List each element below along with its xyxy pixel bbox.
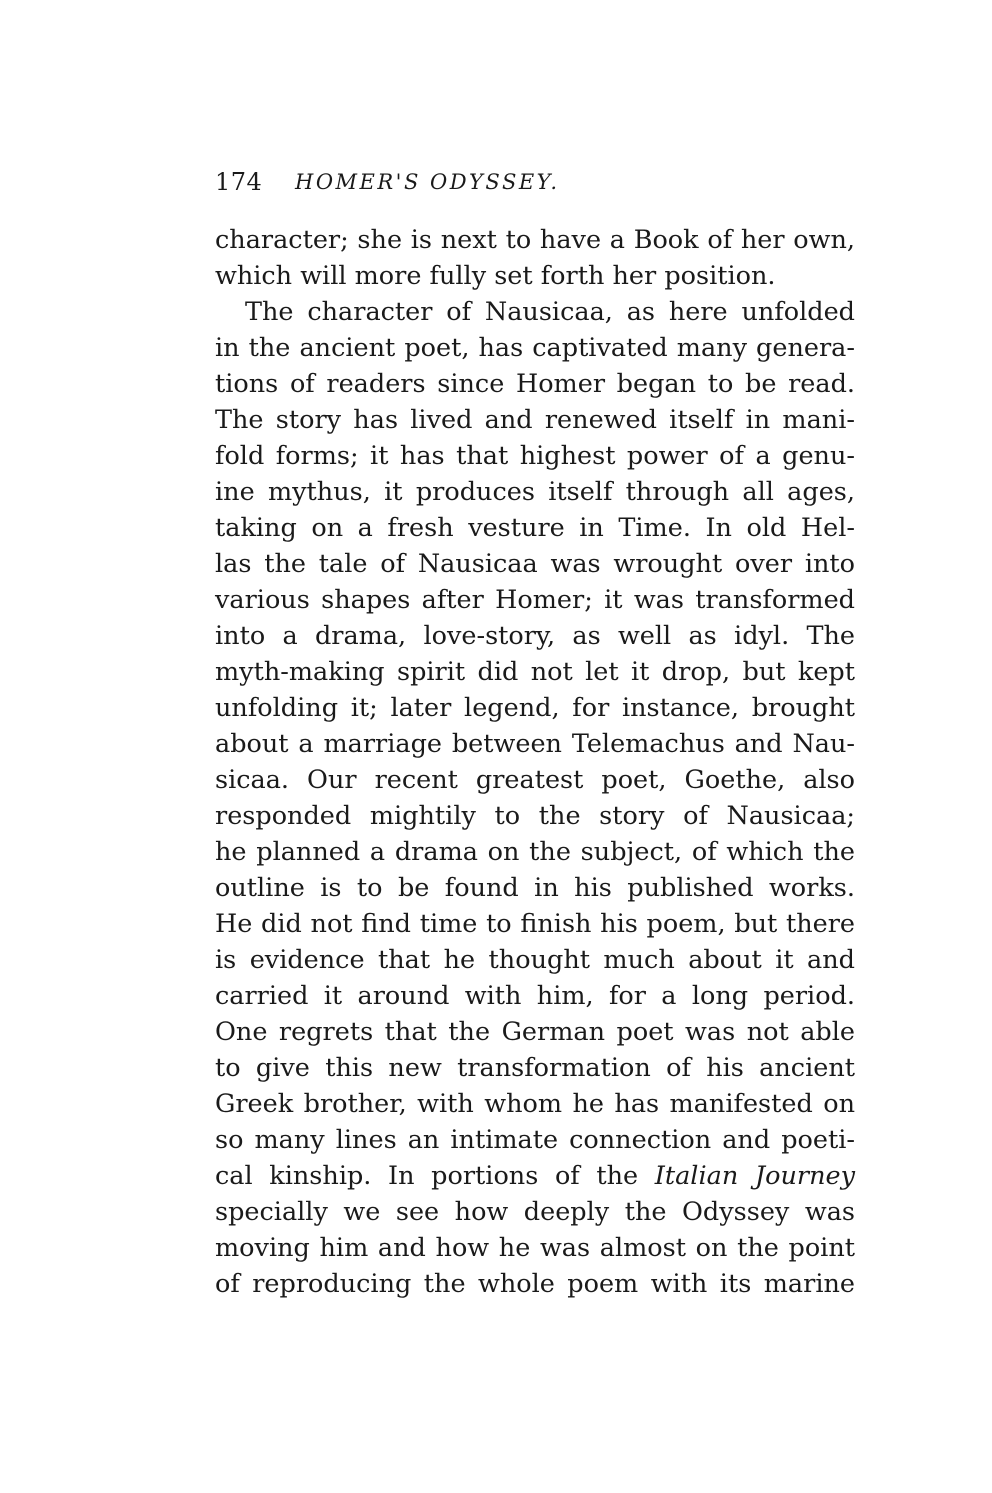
text-line: so many lines an intimate connection and poeti- — [215, 1125, 855, 1155]
text-line: about a marriage between Telemachus and Nau- — [215, 729, 855, 759]
text-line: character; she is next to have a Book of her own, — [215, 225, 855, 255]
text-line: in the ancient poet, has captivated many genera- — [215, 333, 855, 363]
text-line: Greek brother, with whom he has manifested on — [215, 1089, 855, 1119]
text-line: is evidence that he thought much about it and — [215, 945, 855, 975]
running-head: HOMER'S ODYSSEY. — [295, 170, 560, 194]
page-number: 174 — [215, 168, 263, 196]
text-line: to give this new transformation of his ancient — [215, 1053, 855, 1083]
text-line-with-title — [215, 1158, 855, 1194]
text-line: responded mightily to the story of Nausicaa; — [215, 801, 855, 831]
book-title-italic: Italian Journey — [654, 1161, 855, 1191]
text-line: which will more fully set forth her position. — [215, 261, 776, 291]
page-header — [215, 168, 855, 204]
text-line: sicaa. Our recent greatest poet, Goethe, also — [215, 765, 855, 795]
text-line: The character of Nausicaa, as here unfolded — [245, 297, 855, 327]
body-text — [215, 222, 855, 1302]
text-line: He did not find time to finish his poem, but there — [215, 909, 855, 939]
text-line: unfolding it; later legend, for instance, brought — [215, 693, 855, 723]
text-line: carried it around with him, for a long period. — [215, 981, 855, 1011]
text-line: of reproducing the whole poem with its marine — [215, 1269, 855, 1299]
text-line: myth-making spirit did not let it drop, but kept — [215, 657, 855, 687]
text-line: las the tale of Nausicaa was wrought over into — [215, 549, 855, 579]
text-line: moving him and how he was almost on the point — [215, 1233, 855, 1263]
text-line: One regrets that the German poet was not able — [215, 1017, 855, 1047]
text-line-start: cal kinship. In portions of the — [215, 1161, 639, 1191]
text-line: taking on a fresh vesture in Time. In old Hel- — [215, 513, 855, 543]
text-line: into a drama, love-story, as well as idyl. The — [215, 621, 855, 651]
text-line: ine mythus, it produces itself through all ages, — [215, 477, 855, 507]
text-line: fold forms; it has that highest power of a genu- — [215, 441, 855, 471]
text-line: tions of readers since Homer began to be read. — [215, 369, 855, 399]
text-line: specially we see how deeply the Odyssey was — [215, 1197, 855, 1227]
text-line: The story has lived and renewed itself in mani- — [215, 405, 855, 435]
text-line: he planned a drama on the subject, of which the — [215, 837, 855, 867]
text-line: outline is to be found in his published works. — [215, 873, 855, 903]
text-line: various shapes after Homer; it was transformed — [215, 585, 855, 615]
